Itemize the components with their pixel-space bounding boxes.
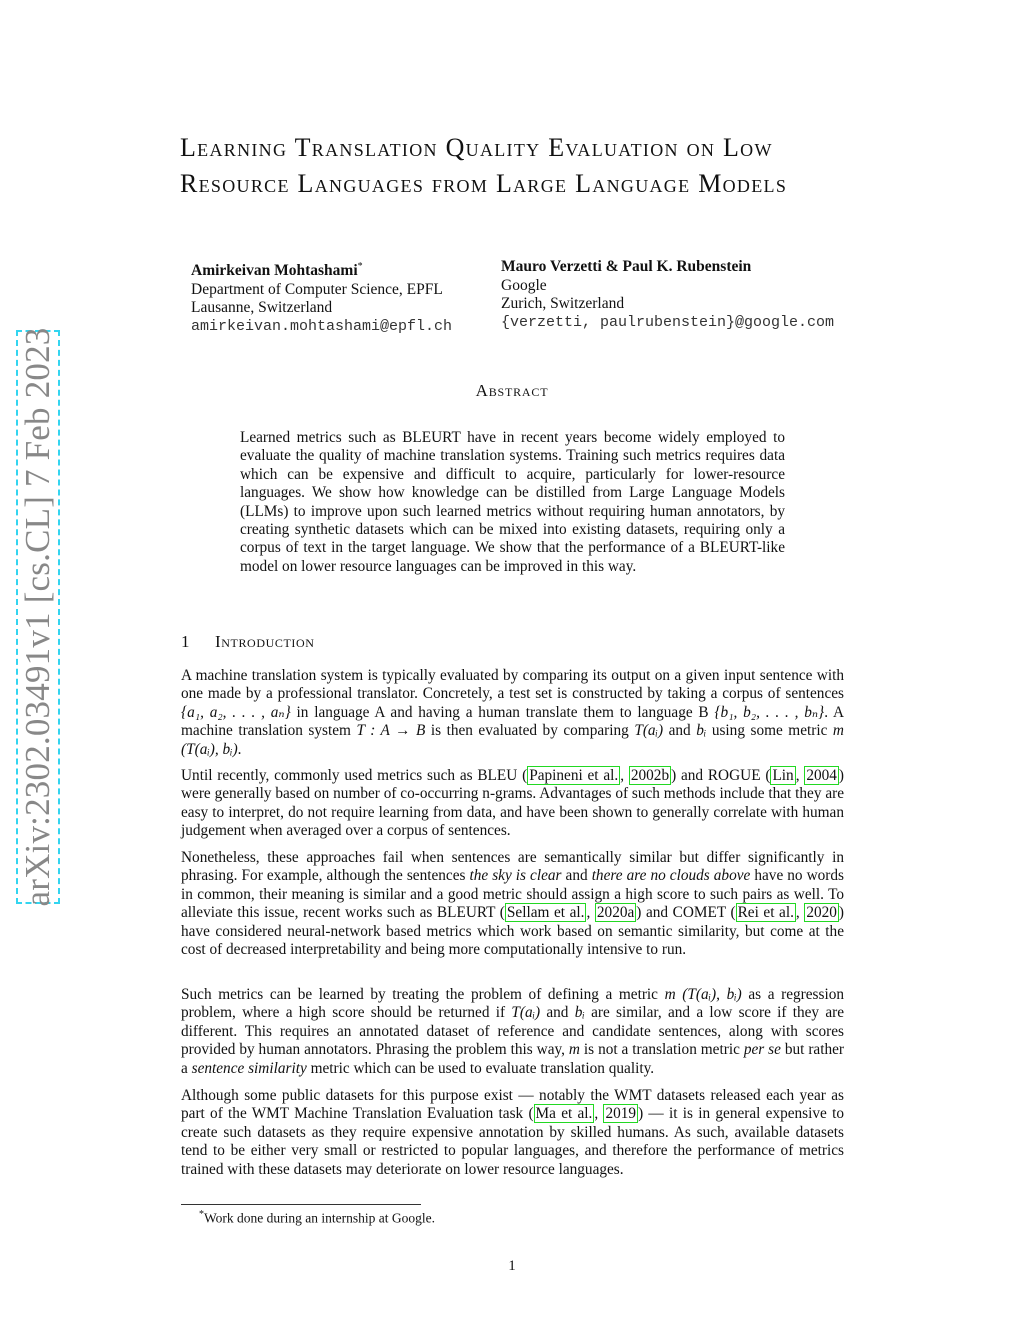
math: bᵢ [696, 722, 707, 740]
abstract-text: Learned metrics such as BLEURT have in recent years become widely employed to evaluate the quality of machine translation systems. Training such metrics requires data which can be expensive and difficult to acquire, particularly for lower-resource languages. We show how knowledge can be distilled from Large Language Models (LLMs) to improve upon such learned metrics without requiring human annotators, by creating synthetic datasets which can be mixed into existing datasets, requiring only a corpus of text in the target language. We show that the performance of a BLEURT-like model on lower resource languages can be improved in this way. [240, 429, 785, 575]
section-number: 1 [181, 632, 191, 651]
citation-link[interactable]: 2004 [806, 767, 837, 784]
citation-link[interactable]: Ma et al. [535, 1105, 593, 1123]
author-block-2 [501, 258, 901, 332]
footnote-divider [181, 1204, 421, 1205]
math: bᵢ [574, 1004, 585, 1022]
author-name: Amirkeivan Mohtashami [191, 262, 358, 280]
math: T(aᵢ) [511, 1004, 541, 1022]
paragraph-5: Although some public datasets for this purpose exist — notably the WMT datasets released each year as part of the WMT Machine Translation Evaluation task ( Ma et al. , 2019 ) — it is in general expensive to create such datasets as they require expensive annotation by skilled humans. As such, available datasets tend to be either very small or restricted to popular languages, and therefore the performance of metrics trained with these datasets may deteriorate on lower resource languages. [181, 1087, 844, 1178]
page-number: 1 [508, 1258, 516, 1274]
paragraph-2: Until recently, commonly used metrics such as BLEU ( Papineni et al. , 2002b ) and ROGUE ( Lin , 2004 ) were generally based on number of co-occurring n-grams. Advantages of such methods include that they are easy to interpret, do not require learning from data, and have been shown to generally correlate with human judgement when averaged over a corpus of sentences. [181, 767, 845, 840]
math: m (T(aᵢ), bᵢ) [181, 722, 844, 758]
author-location: Zurich, Switzerland [501, 295, 625, 313]
footnote-marker: * [199, 1209, 204, 1220]
paragraph-1: A machine translation system is typically evaluated by comparing its output on a given input sentence with one made by a professional translator. Concretely, a test set is constructed by taking a corpus of sentences {a₁, a₂, . . . , aₙ} in language A and having a human translate them to language B {b₁, b₂, . . . , bₙ}. A machine translation system T : A → B is then evaluated by comparing T(aᵢ) and bᵢ using some metric m (T(aᵢ), bᵢ). [181, 667, 845, 758]
author-email[interactable]: {verzetti, paulrubenstein}@google.com [501, 313, 835, 331]
math: m (T(aᵢ), bᵢ) [664, 986, 742, 1003]
section-title: Introduction [215, 632, 315, 651]
math: m [568, 1041, 580, 1059]
arxiv-stamp-text: arXiv:2302.03491v1 [cs.CL] 7 Feb 2023 [18, 327, 57, 907]
arxiv-stamp[interactable] [16, 327, 60, 907]
math: T(aᵢ) [634, 722, 664, 740]
abstract-heading: Abstract [475, 381, 549, 400]
citation-link[interactable]: 2020a [596, 904, 635, 922]
math: {a₁, a₂, . . . , aₙ} [181, 703, 291, 721]
author-affiliation: Google [501, 276, 547, 294]
math: {b₁, b₂, . . . , bₙ} [714, 703, 825, 721]
citation-link[interactable]: Papineni et al. [529, 767, 619, 784]
footnote [199, 1209, 435, 1227]
author-name: Mauro Verzetti & Paul K. Rubenstein [501, 258, 752, 275]
math: T : A → B [356, 722, 426, 740]
citation-link[interactable]: 2002b [630, 767, 670, 784]
citation-link[interactable]: Sellam et al. [506, 904, 585, 922]
citation-link[interactable]: 2019 [605, 1105, 637, 1123]
citation-link[interactable]: Rei et al. [737, 904, 794, 922]
author-block-1 [191, 258, 491, 337]
author-location: Lausanne, Switzerland [191, 299, 333, 317]
footnote-marker[interactable]: * [357, 261, 363, 272]
footnote-text: Work done during an internship at Google. [204, 1210, 435, 1226]
author-email[interactable]: amirkeivan.mohtashami@epfl.ch [191, 317, 453, 335]
author-affiliation: Department of Computer Science, EPFL [191, 280, 443, 298]
paper-title: Learning Translation Quality Evaluation on Low Resource Languages from Large Language Models [180, 133, 788, 198]
citation-link[interactable]: Lin [772, 767, 794, 784]
section-heading [181, 632, 315, 652]
citation-link[interactable]: 2020 [806, 904, 837, 922]
paragraph-3: Nonetheless, these approaches fail when sentences are semantically similar but differ significantly in phrasing. For example, although the sentences the sky is clear and there are no clouds above have no words in common, their meaning is similar and a good metric should assign a high score to such pairs as well. To alleviate this issue, recent works such as BLEURT ( Sellam et al. , 2020a ) and COMET ( Rei et al. , 2020 ) have considered neural-network based metrics which work based on semantic similarity, but come at the cost of decreased interpretability and being more computationally intensive to run. [181, 849, 845, 959]
paragraph-4: Such metrics can be learned by treating the problem of defining a metric m (T(aᵢ), bᵢ) as a regression problem, where a high score should be returned if T(aᵢ) and bᵢ are similar, and a low score if they are different. This requires an annotated dataset of reference and candidate sentences, along with scores provided by human annotators. Phrasing the problem this way, m is not a translation metric per se but rather a sentence similarity metric which can be used to evaluate translation quality. [181, 986, 845, 1077]
